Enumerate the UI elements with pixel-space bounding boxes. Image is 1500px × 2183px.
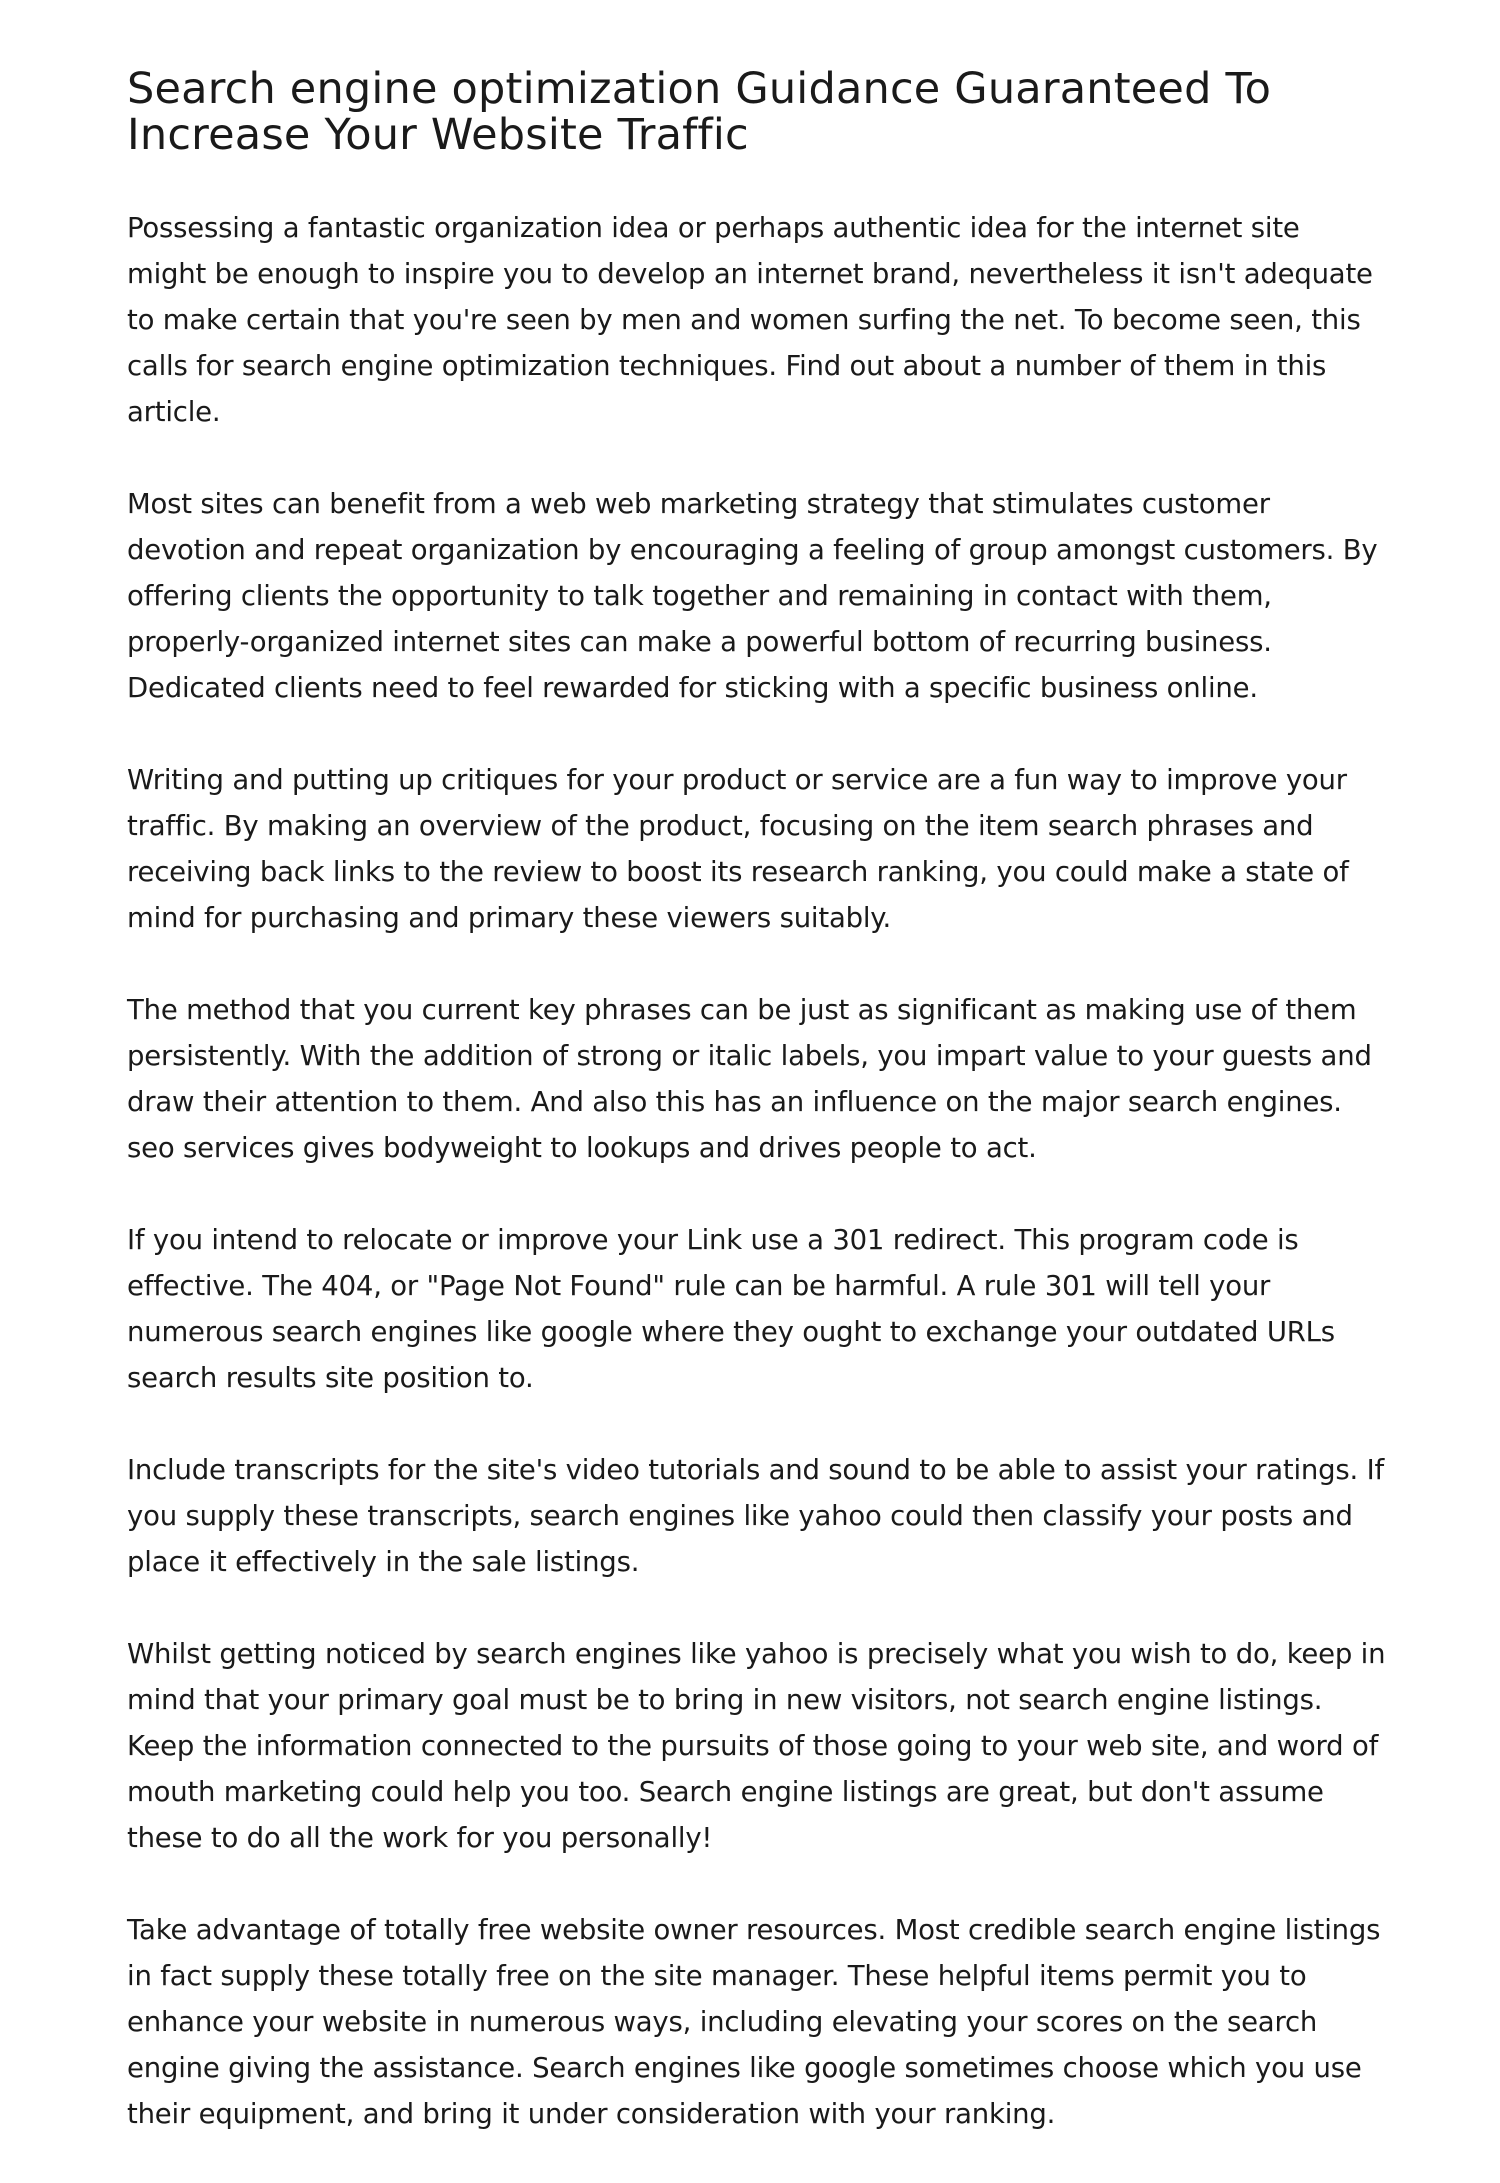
paragraph: Possessing a fantastic organization idea or perhaps authentic idea for the internet site might be enough to inspire you to develop an internet brand, nevertheless it isn't adequate to make certain that you're seen by men and women surfing the net. To become seen, this calls for search engine optimization techniques. Find out about a number of them in this article. bbox=[127, 212, 1373, 428]
paragraph: Writing and putting up critiques for your product or service are a fun way to improve your traffic. By making an overview of the product, focusing on the item search phrases and receiving back links to the review to boost its research ranking, you could make a state of mind for purchasing and primary these viewers suitably. bbox=[127, 764, 1349, 934]
document-title: Search engine optimization Guidance Guaranteed To Increase Your Website Traffic bbox=[127, 64, 1272, 160]
document-body bbox=[127, 205, 1387, 2137]
paragraph: Whilst getting noticed by search engines like yahoo is precisely what you wish to do, keep in mind that your primary goal must be to bring in new visitors, not search engine listings. Keep the information connected to the pursuits of those going to your web site, and word of mouth marketing could help you too. Search engine listings are great, but don't assume these to do all the work for you personally! bbox=[127, 1638, 1386, 1854]
paragraph: Most sites can benefit from a web web marketing strategy that stimulates customer devotion and repeat organization by encouraging a feeling of group amongst customers. By offering clients the opportunity to talk together and remaining in contact with them, properly-organized internet sites can make a powerful bottom of recurring business. Dedicated clients need to feel rewarded for sticking with a specific business online. bbox=[127, 488, 1378, 704]
paragraph: If you intend to relocate or improve your Link use a 301 redirect. This program code is effective. The 404, or "Page Not Found" rule can be harmful. A rule 301 will tell your numerous search engines like google where they ought to exchange your outdated URLs search results site position to. bbox=[127, 1224, 1335, 1394]
paragraph: The method that you current key phrases can be just as significant as making use of them persistently. With the addition of strong or italic labels, you impart value to your guests and draw their attention to them. And also this has an influence on the major search engines. seo services gives bodyweight to lookups and drives people to act. bbox=[127, 994, 1372, 1164]
document-page bbox=[127, 66, 1387, 2183]
paragraph: Include transcripts for the site's video tutorials and sound to be able to assist your ratings. If you supply these transcripts, search engines like yahoo could then classify your posts and place it effectively in the sale listings. bbox=[127, 1454, 1384, 1578]
paragraph: Take advantage of totally free website owner resources. Most credible search engine listings in fact supply these totally free on the site manager. These helpful items permit you to enhance your website in numerous ways, including elevating your scores on the search engine giving the assistance. Search engines like google sometimes choose which you use their equipment, and bring it under consideration with your ranking. bbox=[127, 1914, 1381, 2130]
